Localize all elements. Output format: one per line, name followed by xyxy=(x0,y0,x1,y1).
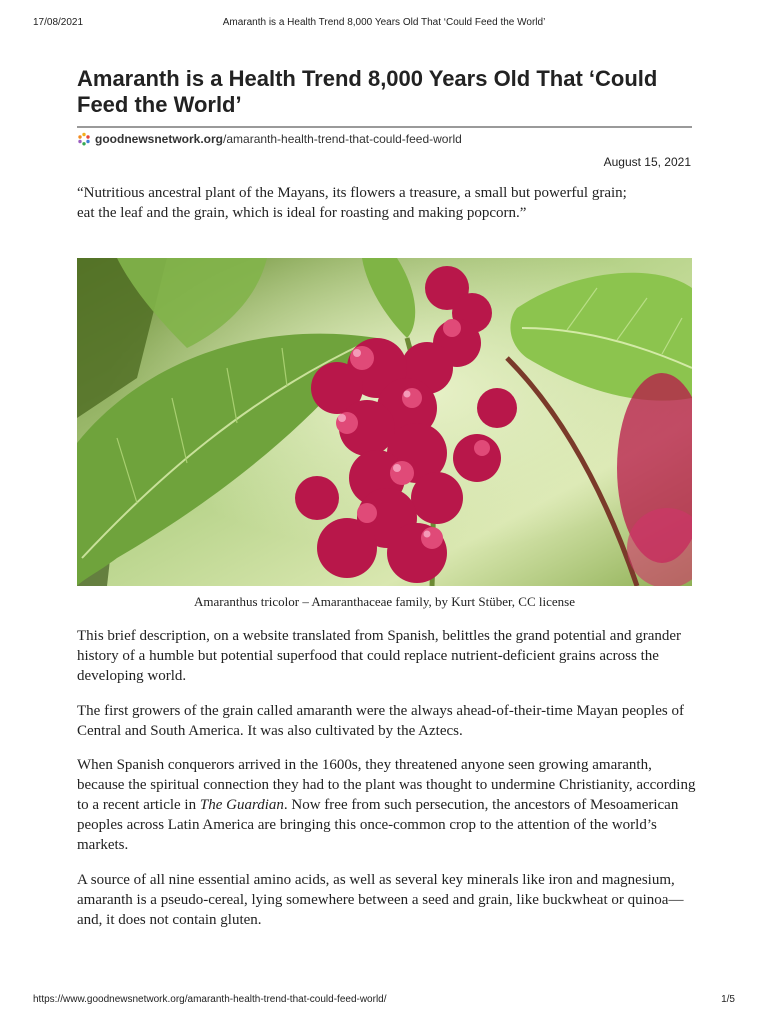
paragraph-3-text-end: . Now free from such persecution, the ancestors of Mesoamerican peoples across Latin America are bringing this once-common crop to the attention of the world’s markets. xyxy=(77,797,679,853)
site-favicon-icon xyxy=(77,132,91,146)
amaranth-photo xyxy=(77,258,692,586)
print-footer-url: https://www.goodnewsnetwork.org/amaranth-health-trend-that-could-feed-world/ xyxy=(33,994,387,1005)
print-footer-page-number: 1/5 xyxy=(721,994,735,1005)
paragraph-3 xyxy=(77,755,697,855)
paragraph-4: A source of all nine essential amino acids, as well as several key minerals like iron and magnesium, amaranth is a pseudo-cereal, lying somewhere between a seed and grain, like buckwheat or quinoa—and, it does not contain gluten. xyxy=(77,872,684,928)
paragraph-1: This brief description, on a website translated from Spanish, belittles the grand potential and grander history of a humble but potential superfood that could replace nutrient-deficient grains across the developing world. xyxy=(77,628,681,684)
article-source[interactable] xyxy=(77,132,462,147)
paragraph-2: The first growers of the grain called amaranth were the always ahead-of-their-time Mayan peoples of Central and South America. It was also cultivated by the Aztecs. xyxy=(77,703,684,739)
paragraph-3-text-start: When Spanish conquerors arrived in the 1600s, they threatened anyone seen growing amaranth, because the spiritual connection they had to the plant was thought to undermine Christianity, according to a recent article in xyxy=(77,757,696,813)
print-header-date: 17/08/2021 xyxy=(33,17,84,28)
source-path[interactable]: /amaranth-health-trend-that-could-feed-world xyxy=(223,132,462,146)
source-domain[interactable]: goodnewsnetwork.org xyxy=(95,132,224,146)
print-header-title: Amaranth is a Health Trend 8,000 Years Old That ‘Could Feed the World’ xyxy=(222,17,546,28)
article-title: Amaranth is a Health Trend 8,000 Years Old That ‘Could Feed the World’ xyxy=(77,66,658,117)
image-caption: Amaranthus tricolor – Amaranthaceae family, by Kurt Stüber, CC license xyxy=(194,594,575,609)
article-date: August 15, 2021 xyxy=(603,155,691,169)
title-divider xyxy=(77,126,692,128)
article-quote: “Nutritious ancestral plant of the Mayans, its flowers a treasure, a small but powerful grain; eat the leaf and the grain, which is ideal for roasting and making popcorn.” xyxy=(77,185,627,221)
guardian-link[interactable]: The Guardian xyxy=(199,797,284,813)
